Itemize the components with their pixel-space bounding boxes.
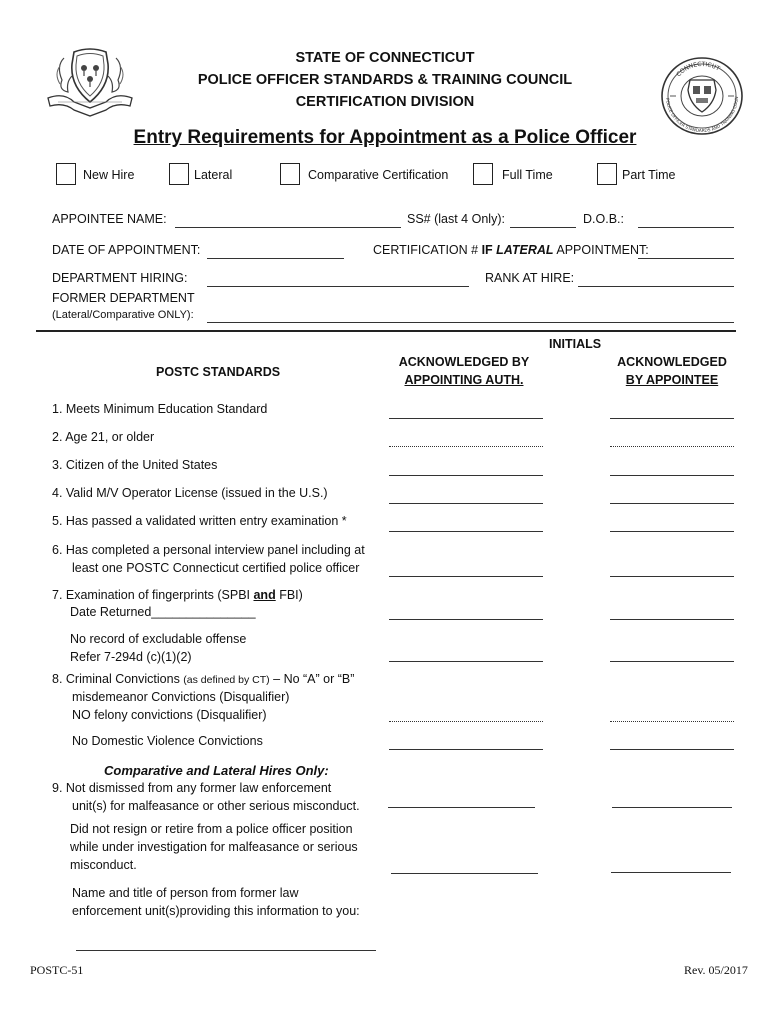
department-hiring-label: DEPARTMENT HIRING: — [52, 271, 188, 285]
header-state: STATE OF CONNECTICUT — [295, 50, 475, 66]
ack-appointing-auth-heading: ACKNOWLEDGED BY APPOINTING AUTH. — [398, 355, 530, 387]
ss-field[interactable] — [510, 227, 576, 228]
rank-at-hire-label: RANK AT HIRE: — [485, 271, 575, 285]
auth-initials-5[interactable] — [389, 531, 543, 532]
former-department-field[interactable] — [207, 322, 734, 323]
appointee-initials-8b[interactable] — [610, 749, 734, 750]
standard-item-9: 9. Not dismissed from any former law enforcement — [52, 781, 332, 795]
date-returned-label: Date Returned_______________ — [70, 605, 256, 619]
auth-initials-7b[interactable] — [389, 661, 543, 662]
comparative-certification-checkbox[interactable] — [280, 163, 300, 185]
dob-field[interactable] — [638, 227, 734, 228]
appointee-initials-7b[interactable] — [610, 661, 734, 662]
auth-initials-9a[interactable] — [388, 807, 535, 808]
form-id: POSTC-51 — [30, 963, 84, 977]
appointee-initials-8a[interactable] — [610, 721, 734, 722]
standard-item-1: 1. Meets Minimum Education Standard — [52, 402, 268, 416]
standard-item-9-resign-end: misconduct. — [70, 858, 137, 872]
standard-item-8-domestic: No Domestic Violence Convictions — [72, 734, 263, 748]
revision-date: Rev. 05/2017 — [684, 963, 748, 977]
standard-item-6: 6. Has completed a personal interview panel including at — [52, 543, 365, 557]
refer-statute: Refer 7-294d (c)(1)(2) — [70, 650, 192, 664]
auth-initials-2[interactable] — [389, 446, 543, 447]
standard-item-7: 7. Examination of fingerprints (SPBI and FBI) — [52, 588, 303, 602]
date-of-appointment-label: DATE OF APPOINTMENT: — [52, 243, 201, 257]
badge-top-text: CONNECTICUT — [675, 60, 721, 79]
standard-item-2: 2. Age 21, or older — [52, 430, 155, 444]
no-excludable-offense: No record of excludable offense — [70, 632, 247, 646]
standard-item-8: 8. Criminal Convictions (as defined by CT) – No “A” or “B” — [52, 672, 355, 686]
certification-number-field[interactable] — [638, 258, 734, 259]
department-hiring-field[interactable] — [207, 286, 469, 287]
appointee-initials-7a[interactable] — [610, 619, 734, 620]
standard-item-4: 4. Valid M/V Operator License (issued in the U.S.) — [52, 486, 328, 500]
auth-initials-1[interactable] — [389, 418, 543, 419]
standard-item-6-cont: least one POSTC Connecticut certified police officer — [72, 561, 360, 575]
appointee-initials-1[interactable] — [610, 418, 734, 419]
part-time-label: Part Time — [622, 168, 676, 182]
full-time-checkbox[interactable] — [473, 163, 493, 185]
auth-initials-8a[interactable] — [389, 721, 543, 722]
appointee-name-field[interactable] — [175, 227, 401, 228]
comparative-lateral-heading: Comparative and Lateral Hires Only: — [104, 763, 329, 778]
new-hire-label: New Hire — [83, 168, 135, 182]
auth-initials-7a[interactable] — [389, 619, 543, 620]
ack-appointee-heading: ACKNOWLEDGED BY APPOINTEE — [617, 355, 727, 387]
auth-initials-3[interactable] — [389, 475, 543, 476]
page-title: Entry Requirements for Appointment as a Police Officer — [133, 127, 637, 148]
standard-item-3: 3. Citizen of the United States — [52, 458, 218, 472]
full-time-label: Full Time — [502, 168, 553, 182]
header-division: CERTIFICATION DIVISION — [295, 94, 475, 110]
certification-number-label: CERTIFICATION # IF LATERAL APPOINTMENT: — [373, 243, 649, 257]
section-divider — [36, 330, 736, 332]
auth-initials-6[interactable] — [389, 576, 543, 577]
former-unit-contact-field[interactable] — [76, 950, 376, 951]
former-department-note: (Lateral/Comparative ONLY): — [52, 309, 194, 321]
initials-heading: INITIALS — [549, 337, 602, 351]
postc-standards-heading: POSTC STANDARDS — [156, 365, 281, 379]
date-of-appointment-field[interactable] — [207, 258, 344, 259]
standard-item-9-cont: unit(s) for malfeasance or other serious misconduct. — [72, 799, 360, 813]
standard-item-8-felony: NO felony convictions (Disqualifier) — [72, 708, 267, 722]
auth-initials-4[interactable] — [389, 503, 543, 504]
auth-initials-8b[interactable] — [389, 749, 543, 750]
former-unit-contact-label-cont: enforcement unit(s)providing this information to you: — [72, 904, 360, 918]
standard-item-8-misdemeanor: misdemeanor Convictions (Disqualifier) — [72, 690, 290, 704]
appointee-initials-5[interactable] — [610, 531, 734, 532]
auth-initials-9b[interactable] — [391, 873, 538, 874]
appointee-initials-6[interactable] — [610, 576, 734, 577]
comparative-certification-label: Comparative Certification — [308, 168, 449, 182]
lateral-label: Lateral — [194, 168, 233, 182]
standard-item-9-resign: Did not resign or retire from a police officer position — [70, 822, 353, 836]
appointee-initials-2[interactable] — [610, 446, 734, 447]
part-time-checkbox[interactable] — [597, 163, 617, 185]
header-council: POLICE OFFICER STANDARDS & TRAINING COUNCIL — [197, 72, 573, 88]
appointee-initials-4[interactable] — [610, 503, 734, 504]
ss-label: SS# (last 4 Only): — [407, 212, 505, 226]
lateral-checkbox[interactable] — [169, 163, 189, 185]
appointee-initials-3[interactable] — [610, 475, 734, 476]
former-unit-contact-label: Name and title of person from former law — [72, 886, 299, 900]
rank-at-hire-field[interactable] — [578, 286, 734, 287]
standard-item-5: 5. Has passed a validated written entry examination * — [52, 514, 347, 528]
appointee-name-label: APPOINTEE NAME: — [52, 212, 167, 226]
badge-bottom-text: POLICE OFFICER STANDARDS AND TRAINING COUN — [664, 96, 741, 135]
standard-item-9-resign-cont: while under investigation for malfeasance or serious — [70, 840, 358, 854]
dob-label: D.O.B.: — [583, 212, 624, 226]
former-department-label: FORMER DEPARTMENT — [52, 291, 195, 305]
appointee-initials-9a[interactable] — [612, 807, 732, 808]
new-hire-checkbox[interactable] — [56, 163, 76, 185]
appointee-initials-9b[interactable] — [611, 872, 731, 873]
